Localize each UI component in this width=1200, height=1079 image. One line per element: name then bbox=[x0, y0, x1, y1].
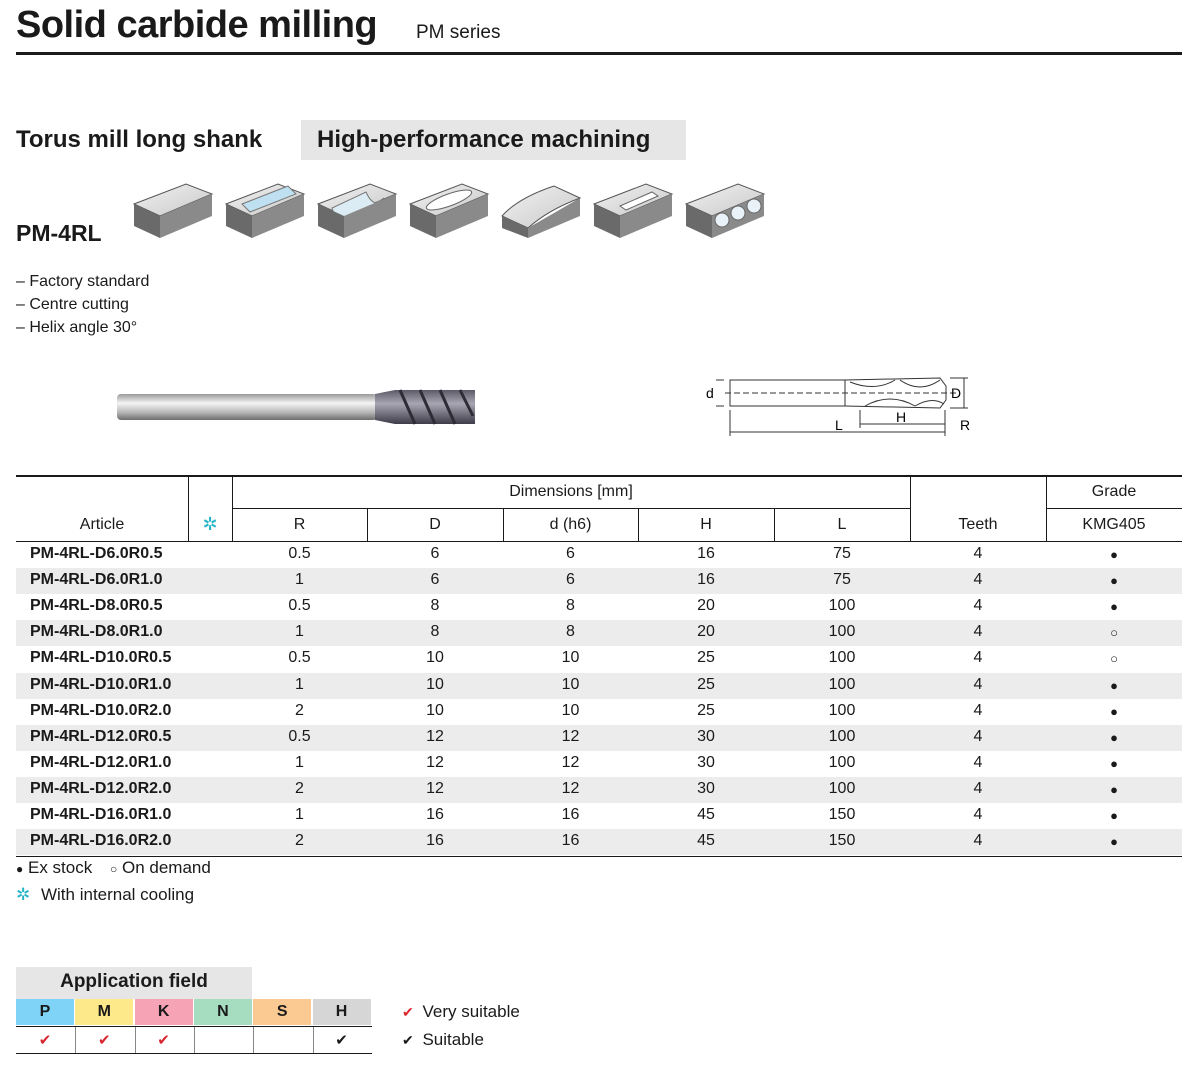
black-check-icon: ✔ bbox=[402, 1032, 414, 1048]
grade-availability-cell: ● bbox=[1110, 573, 1118, 589]
material-p-header: P bbox=[16, 999, 75, 1025]
material-k-header: K bbox=[135, 999, 194, 1025]
legend-on-demand bbox=[110, 858, 211, 878]
D-cell: 12 bbox=[426, 727, 444, 745]
R-cell: 1 bbox=[295, 806, 304, 823]
article-cell: PM-4RL-D16.0R2.0 bbox=[30, 832, 172, 850]
d-cell: 8 bbox=[566, 623, 575, 641]
dim-d-label: d bbox=[706, 385, 714, 401]
D-cell: 10 bbox=[426, 701, 444, 719]
R-cell: 2 bbox=[295, 701, 304, 719]
table-bottom-rule bbox=[16, 856, 1182, 857]
D-cell: 16 bbox=[426, 806, 444, 823]
page-title: Solid carbide milling bbox=[16, 4, 378, 46]
cooling-label: With internal cooling bbox=[40, 885, 195, 904]
dim-H-label: H bbox=[896, 409, 907, 425]
suitability-check-icon: ✔ bbox=[98, 1032, 111, 1049]
grid-rule bbox=[16, 1053, 372, 1054]
L-cell: 100 bbox=[828, 675, 856, 693]
article-cell: PM-4RL-D10.0R1.0 bbox=[30, 675, 172, 693]
teeth-cell: 4 bbox=[973, 597, 983, 615]
article-cell: PM-4RL-D6.0R0.5 bbox=[30, 545, 163, 562]
grade-availability-cell: ● bbox=[1110, 834, 1118, 850]
d-cell: 10 bbox=[561, 701, 580, 719]
legend-suitable bbox=[402, 1030, 484, 1050]
feature-item: – Factory standard bbox=[16, 273, 150, 290]
col-H-header: H bbox=[700, 516, 712, 533]
material-n-header: N bbox=[194, 999, 253, 1025]
performance-badge: High-performance machining bbox=[317, 126, 651, 153]
H-cell: 45 bbox=[697, 832, 715, 850]
grade-availability-cell: ● bbox=[1110, 703, 1118, 719]
d-cell: 12 bbox=[561, 779, 580, 797]
H-cell: 25 bbox=[697, 701, 715, 719]
shape-profile-icon bbox=[502, 186, 580, 238]
teeth-cell: 4 bbox=[973, 545, 983, 562]
teeth-cell: 4 bbox=[973, 779, 983, 797]
D-cell: 16 bbox=[426, 832, 444, 850]
grade-availability-cell: ● bbox=[1110, 599, 1118, 615]
legend-ex-stock bbox=[16, 858, 92, 878]
teeth-cell: 4 bbox=[973, 753, 983, 771]
dim-L-label: L bbox=[835, 417, 843, 433]
L-cell: 100 bbox=[828, 623, 856, 641]
series-label: PM series bbox=[416, 22, 501, 43]
L-cell: 100 bbox=[828, 727, 856, 745]
grade-availability-cell: ● bbox=[1110, 729, 1118, 745]
filled-dot-icon: ● bbox=[16, 862, 24, 876]
tool-photo bbox=[115, 386, 480, 428]
D-cell: 10 bbox=[426, 675, 444, 693]
H-cell: 30 bbox=[697, 727, 715, 745]
L-cell: 100 bbox=[828, 779, 856, 797]
R-cell: 0.5 bbox=[288, 597, 311, 615]
H-cell: 16 bbox=[697, 571, 715, 589]
L-cell: 150 bbox=[828, 806, 856, 823]
feature-item: – Helix angle 30° bbox=[16, 319, 138, 336]
article-cell: PM-4RL-D12.0R2.0 bbox=[30, 779, 172, 797]
R-cell: 0.5 bbox=[288, 727, 311, 745]
teeth-cell: 4 bbox=[973, 571, 983, 589]
R-cell: 1 bbox=[295, 675, 304, 693]
dim-R-label: R bbox=[960, 417, 971, 433]
grade-availability-cell: ● bbox=[1110, 547, 1118, 562]
R-cell: 1 bbox=[295, 571, 304, 589]
D-cell: 8 bbox=[430, 623, 440, 641]
suitability-check-icon: ✔ bbox=[38, 1032, 52, 1049]
shape-cavity-icon bbox=[594, 184, 672, 238]
L-cell: 100 bbox=[828, 649, 856, 667]
R-cell: 0.5 bbox=[288, 545, 311, 562]
suitable-label: Suitable bbox=[422, 1030, 484, 1049]
H-cell: 45 bbox=[697, 806, 715, 823]
grade-sub-rule bbox=[1046, 508, 1182, 509]
suitability-check-icon: ✔ bbox=[335, 1032, 348, 1049]
teeth-cell: 4 bbox=[973, 649, 983, 667]
grade-group-header: Grade bbox=[1091, 483, 1137, 500]
L-cell: 150 bbox=[828, 832, 856, 850]
L-cell: 75 bbox=[833, 545, 851, 562]
D-cell: 10 bbox=[426, 649, 444, 667]
article-cell: PM-4RL-D10.0R0.5 bbox=[30, 649, 172, 667]
D-cell: 12 bbox=[426, 753, 444, 771]
machining-shapes bbox=[130, 180, 770, 250]
grade-availability-cell: ● bbox=[1110, 781, 1118, 797]
application-title: Application field bbox=[60, 971, 208, 992]
ex-stock-label: Ex stock bbox=[27, 858, 93, 877]
cooling-icon: ✲ bbox=[202, 514, 218, 534]
H-cell: 25 bbox=[697, 649, 715, 667]
on-demand-label: On demand bbox=[121, 858, 211, 877]
teeth-cell: 4 bbox=[973, 701, 983, 719]
grade-availability-cell: ● bbox=[1110, 808, 1118, 823]
grade-availability-cell: ○ bbox=[1110, 651, 1118, 667]
teeth-cell: 4 bbox=[973, 623, 983, 641]
application-grid bbox=[16, 999, 372, 1055]
shape-pocket-icon bbox=[410, 184, 488, 238]
grid-divider bbox=[75, 1027, 76, 1053]
article-cell: PM-4RL-D12.0R1.0 bbox=[30, 753, 172, 771]
D-cell: 6 bbox=[430, 545, 440, 562]
grid-rule bbox=[16, 1026, 372, 1027]
d-cell: 10 bbox=[561, 649, 580, 667]
D-cell: 6 bbox=[430, 571, 440, 589]
open-dot-icon: ○ bbox=[110, 862, 118, 876]
d-cell: 12 bbox=[561, 727, 580, 745]
R-cell: 1 bbox=[295, 753, 304, 771]
material-h-header: H bbox=[313, 999, 372, 1025]
col-L-header: L bbox=[837, 516, 847, 533]
material-s-header: S bbox=[253, 999, 312, 1025]
grade-availability-cell: ● bbox=[1110, 755, 1118, 771]
L-cell: 100 bbox=[828, 753, 856, 771]
R-cell: 2 bbox=[295, 832, 304, 850]
legend-cooling bbox=[16, 885, 194, 905]
shape-slot-icon bbox=[318, 184, 396, 238]
feature-item: – Centre cutting bbox=[16, 296, 129, 313]
col-article-header: Article bbox=[79, 516, 125, 533]
R-cell: 0.5 bbox=[288, 649, 311, 667]
tool-dimension-drawing bbox=[700, 370, 990, 440]
shape-chamfer-icon bbox=[226, 184, 304, 238]
L-cell: 75 bbox=[833, 571, 851, 589]
product-subtitle: Torus mill long shank bbox=[16, 126, 263, 153]
model-name: PM-4RL bbox=[16, 220, 102, 246]
dims-sub-rule bbox=[232, 508, 910, 509]
R-cell: 1 bbox=[295, 623, 304, 641]
H-cell: 16 bbox=[697, 545, 715, 562]
teeth-cell: 4 bbox=[973, 806, 983, 823]
shape-holes-icon bbox=[686, 184, 764, 238]
dim-D-label: D bbox=[951, 385, 962, 401]
L-cell: 100 bbox=[828, 597, 856, 615]
grid-divider bbox=[194, 1027, 195, 1053]
teeth-cell: 4 bbox=[973, 675, 983, 693]
grade-availability-cell: ○ bbox=[1110, 625, 1118, 641]
d-cell: 12 bbox=[561, 753, 580, 771]
L-cell: 100 bbox=[828, 701, 856, 719]
col-grade-header: KMG405 bbox=[1082, 516, 1146, 533]
grid-divider bbox=[253, 1027, 254, 1053]
grid-divider bbox=[135, 1027, 136, 1053]
table-top-rule bbox=[16, 475, 1182, 477]
H-cell: 25 bbox=[697, 675, 715, 693]
article-cell: PM-4RL-D12.0R0.5 bbox=[30, 727, 172, 745]
article-cell: PM-4RL-D6.0R1.0 bbox=[30, 571, 163, 589]
very-suitable-label: Very suitable bbox=[422, 1002, 520, 1021]
dimensions-group-header: Dimensions [mm] bbox=[509, 483, 633, 500]
cooling-icon: ✲ bbox=[16, 885, 31, 904]
D-cell: 12 bbox=[426, 779, 444, 797]
d-cell: 8 bbox=[566, 597, 575, 615]
teeth-cell: 4 bbox=[973, 832, 983, 850]
d-cell: 6 bbox=[566, 545, 575, 562]
article-cell: PM-4RL-D8.0R1.0 bbox=[30, 623, 163, 641]
R-cell: 2 bbox=[295, 779, 304, 797]
H-cell: 20 bbox=[697, 623, 715, 641]
title-rule bbox=[16, 52, 1182, 55]
d-cell: 16 bbox=[561, 832, 580, 850]
d-cell: 6 bbox=[566, 571, 575, 589]
H-cell: 30 bbox=[697, 753, 715, 771]
shape-block-icon bbox=[134, 184, 212, 238]
suitability-check-icon: ✔ bbox=[157, 1032, 170, 1049]
d-cell: 10 bbox=[561, 675, 580, 693]
article-cell: PM-4RL-D10.0R2.0 bbox=[30, 701, 172, 719]
legend-very-suitable bbox=[402, 1002, 520, 1022]
material-m-header: M bbox=[75, 999, 134, 1025]
teeth-cell: 4 bbox=[973, 727, 983, 745]
header-bottom-rule bbox=[16, 541, 1182, 542]
H-cell: 20 bbox=[697, 597, 715, 615]
col-D-header: D bbox=[429, 516, 441, 533]
grid-divider bbox=[313, 1027, 314, 1053]
col-R-header: R bbox=[293, 516, 306, 533]
red-check-icon: ✔ bbox=[402, 1004, 414, 1020]
H-cell: 30 bbox=[697, 779, 715, 797]
article-cell: PM-4RL-D16.0R1.0 bbox=[30, 806, 172, 823]
col-teeth-header: Teeth bbox=[958, 516, 998, 533]
col-d-h6-header: d (h6) bbox=[549, 516, 592, 533]
d-cell: 16 bbox=[561, 806, 580, 823]
article-cell: PM-4RL-D8.0R0.5 bbox=[30, 597, 163, 615]
D-cell: 8 bbox=[430, 597, 440, 615]
grade-availability-cell: ● bbox=[1110, 677, 1118, 693]
